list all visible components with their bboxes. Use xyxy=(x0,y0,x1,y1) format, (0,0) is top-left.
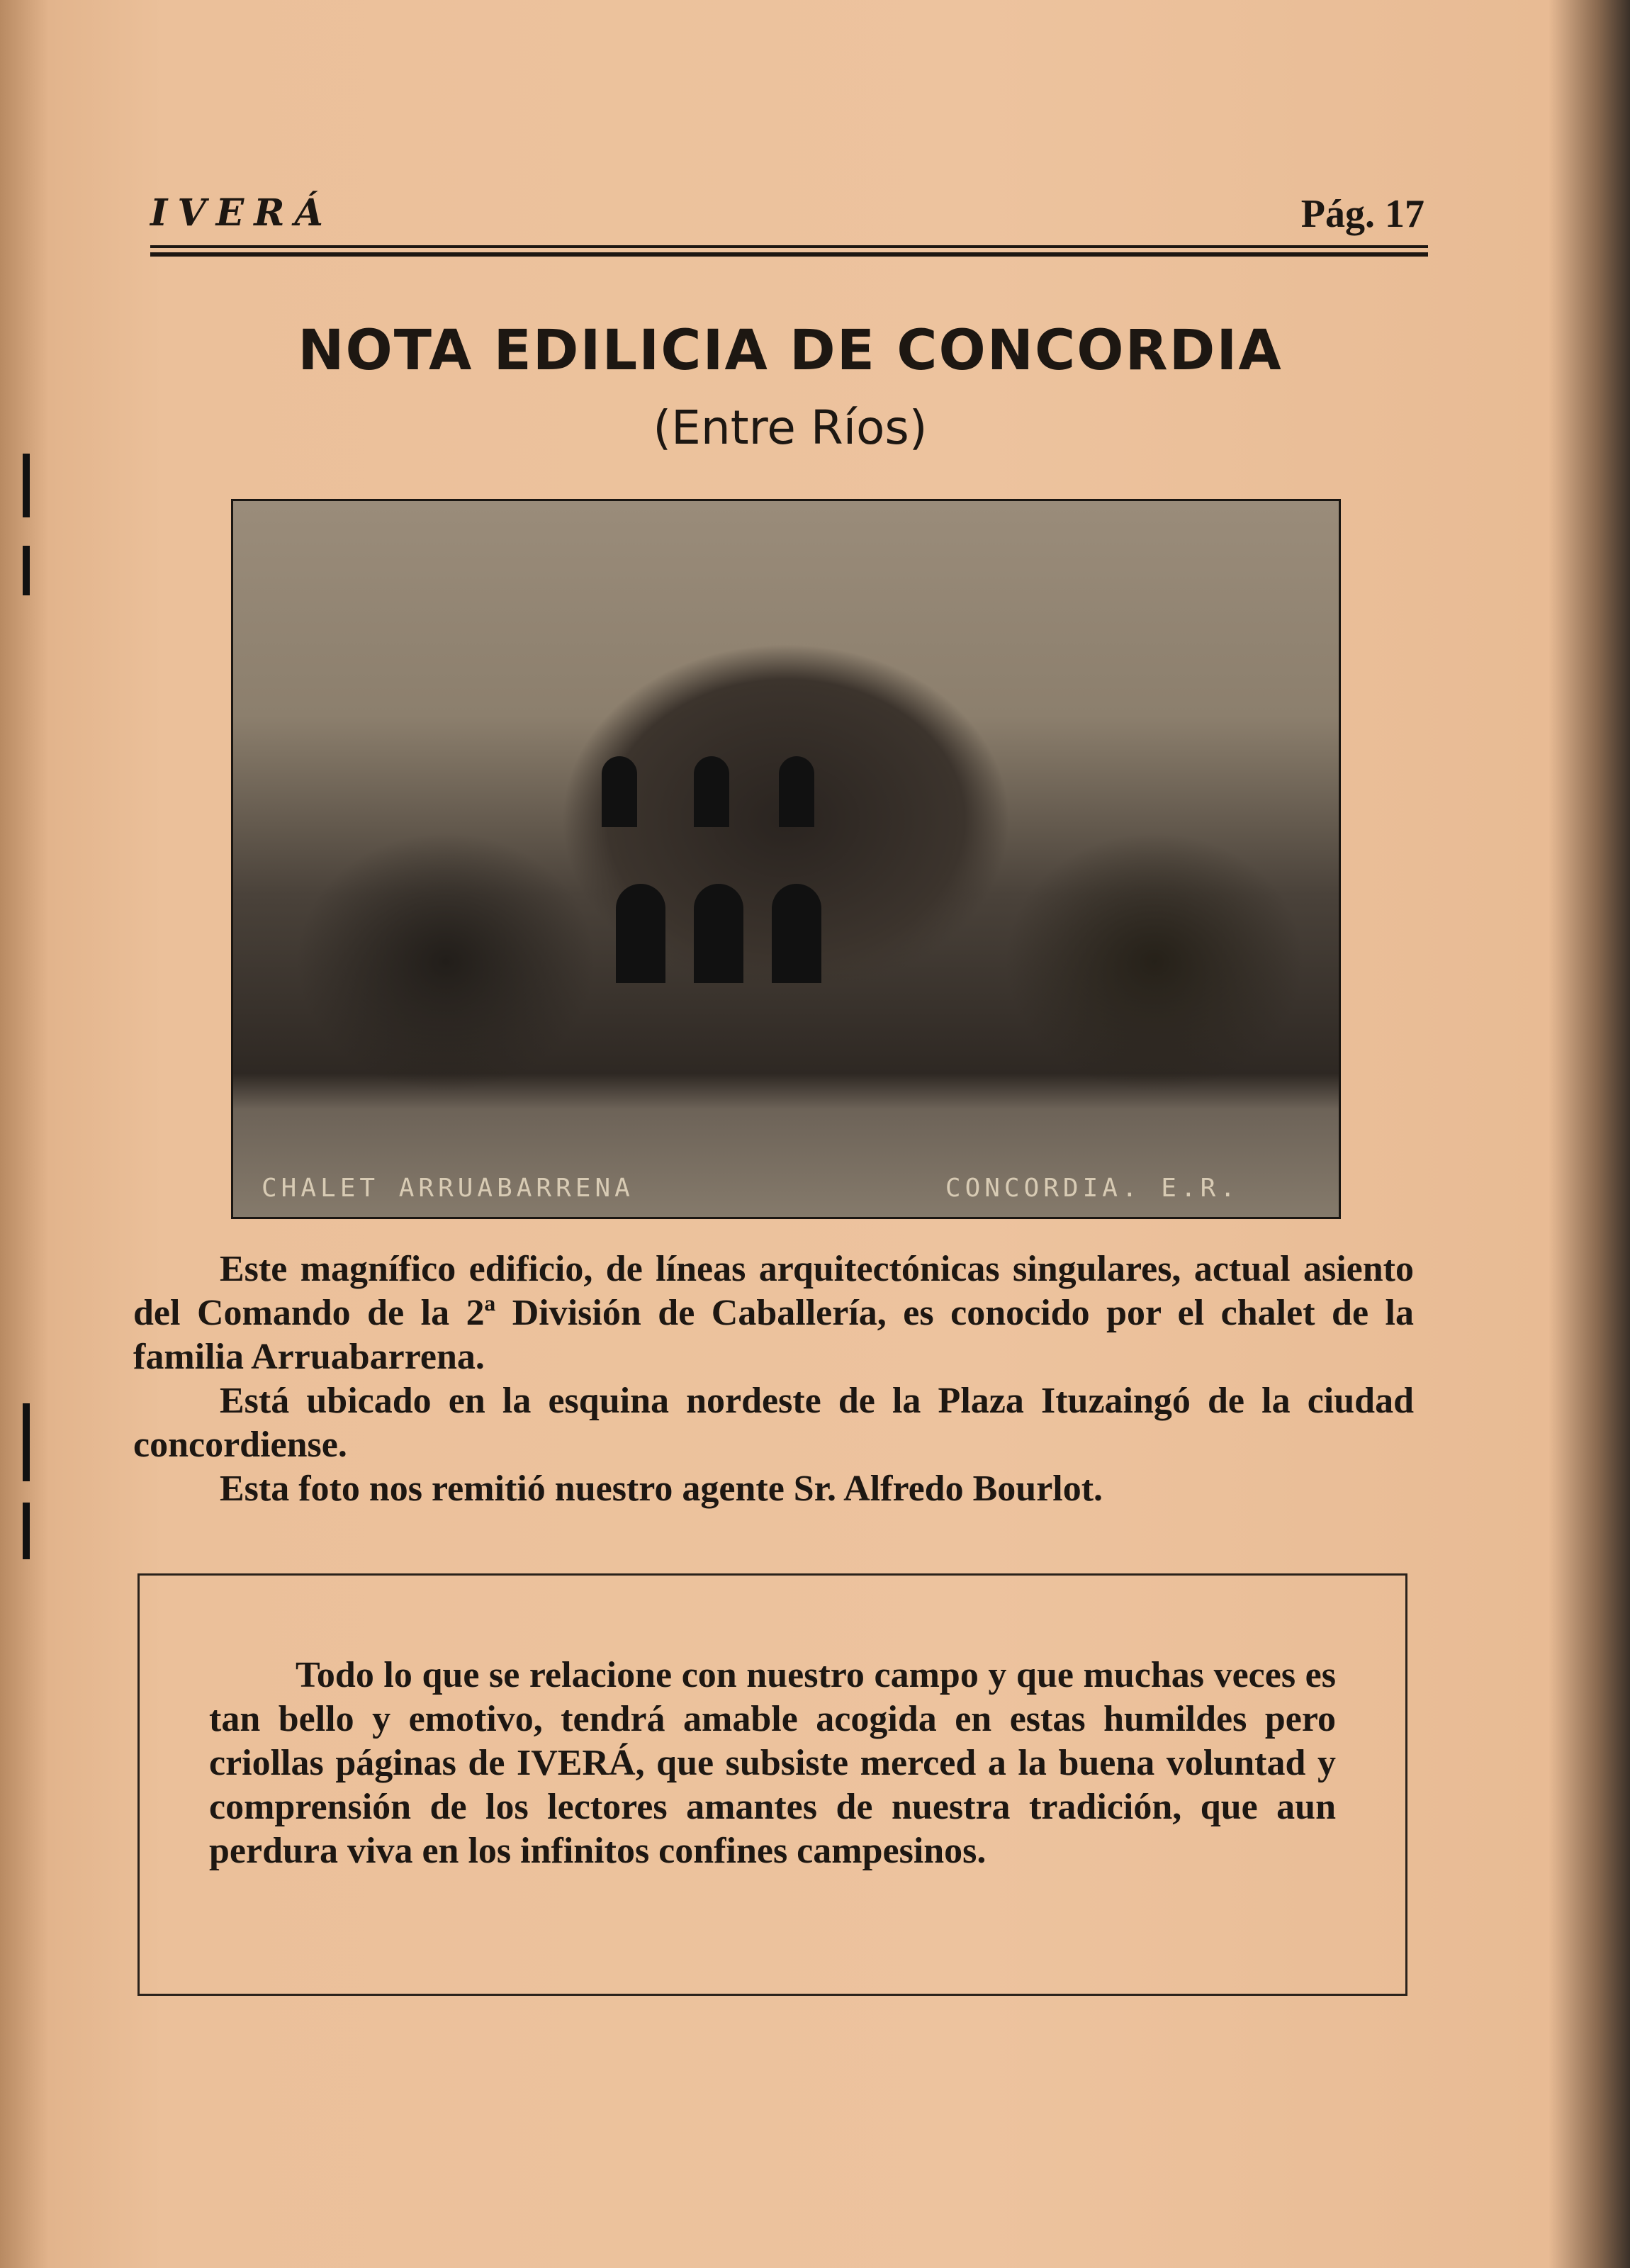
article-title: NOTA EDILICIA DE CONCORDIA xyxy=(298,319,1283,383)
binding-staple xyxy=(23,1503,30,1559)
photo-window xyxy=(602,756,637,827)
header-rule xyxy=(150,245,1428,248)
notice-text: Todo lo que se relacione con nuestro campo y que muchas veces es tan bello y emotivo, tendrá amable acogida en estas humildes pero criollas páginas de IVERÁ, que subsiste merced a la buena voluntad y comprensión de los lectores amantes de nuestra tradición, que aun perdura viva en los infinitos confines campesinos. xyxy=(209,1655,1336,1871)
photo-window xyxy=(616,884,665,983)
photo-window xyxy=(779,756,814,827)
article-subtitle: (Entre Ríos) xyxy=(653,400,928,455)
article-paragraph: Está ubicado en la esquina nordeste de la Plaza Ituzaingó de la ciudad concordiense. xyxy=(133,1381,1414,1465)
photo-caption-left: CHALET ARRUABARRENA xyxy=(262,1174,634,1203)
binding-staple xyxy=(23,546,30,595)
photo-window xyxy=(694,884,743,983)
notice-box xyxy=(137,1573,1407,1996)
photo-window xyxy=(694,756,729,827)
publication-name: IVERÁ xyxy=(150,191,333,235)
header-rule xyxy=(150,252,1428,257)
binding-staple xyxy=(23,1403,30,1481)
binding-staple xyxy=(23,454,30,517)
photo-window xyxy=(772,884,821,983)
page-number: Pág. 17 xyxy=(1300,192,1424,236)
photo-caption-right: CONCORDIA. E.R. xyxy=(945,1174,1240,1203)
building-photo xyxy=(231,499,1341,1219)
article-body xyxy=(133,1247,1414,1511)
article-paragraph: Esta foto nos remitió nuestro agente Sr. Alfredo Bourlot. xyxy=(220,1469,1103,1509)
article-paragraph: Este magnífico edificio, de líneas arquitectónicas singulares, actual asiento del Comando de la 2ª División de Caballería, es conocido por el chalet de la familia Arruabarrena. xyxy=(133,1249,1414,1377)
